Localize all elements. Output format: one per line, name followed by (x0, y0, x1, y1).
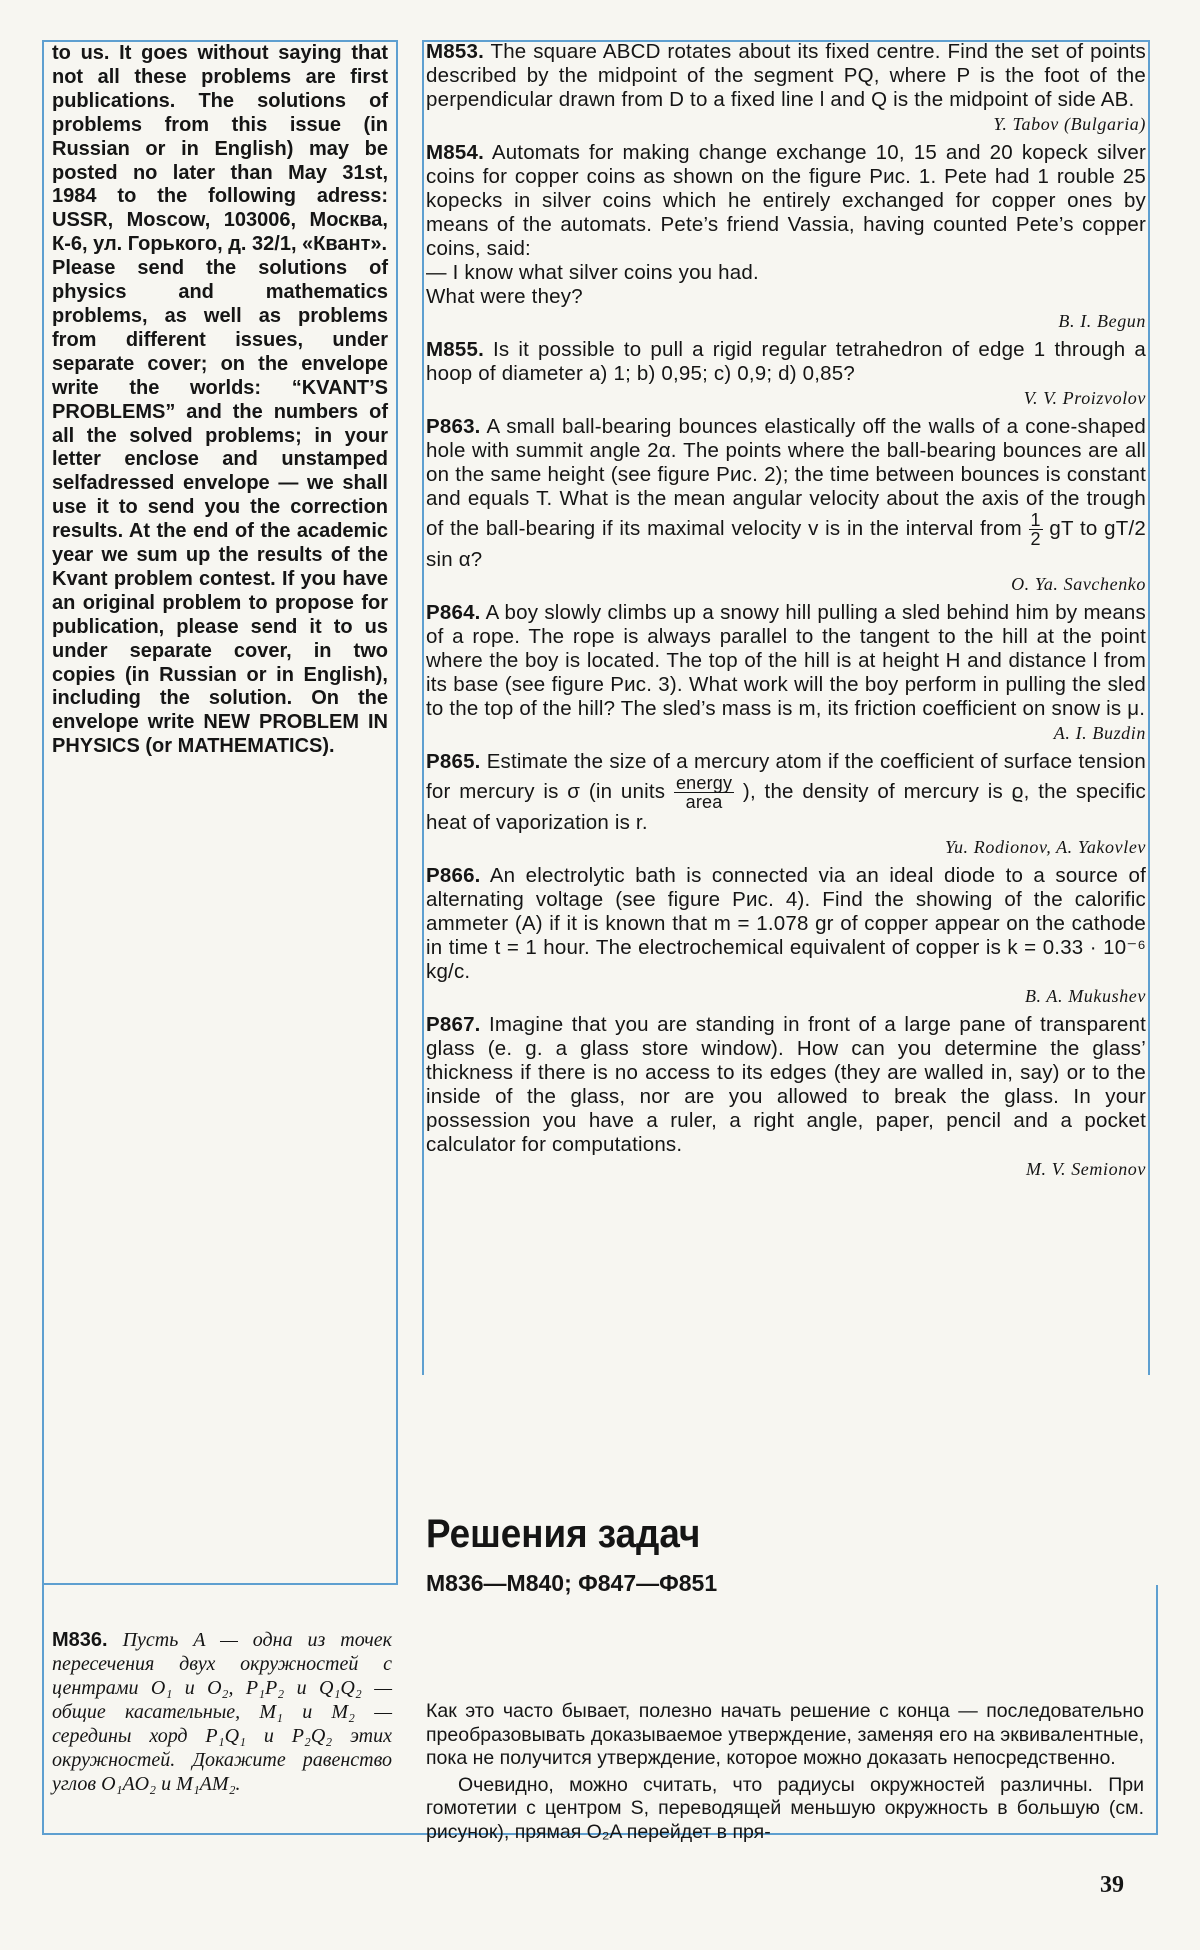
problem-code: M855. (426, 338, 484, 361)
problem-quote: — I know what silver coins you had. (426, 261, 759, 284)
fraction-numerator: energy (675, 773, 733, 793)
problem-author: V. V. Proizvolov (1023, 388, 1146, 408)
fraction-numerator: 1 (1030, 510, 1041, 530)
problem-author: B. I. Begun (1058, 311, 1146, 331)
problem-code: P863. (426, 415, 481, 438)
problem-text: A small ball-bearing bounces elastically off the walls of a cone-shaped hole with summit angle 2α. The points where the ball-bearing bounces are all on the same height (see figure Рис. 2); the time between bounces is constant and equals T. What is the mean angular velocity about the axis of the trough of the ball-bearing if its maximal velocity v is in the interval from (426, 415, 1146, 540)
problem-p864 (426, 601, 1146, 721)
problem-m853 (426, 40, 1146, 112)
problem-text: Automats for making change exchange 10, 15 and 20 kopeck silver coins for copper coins as shown on the figure Рис. 1. Pete had 1 rouble 25 kopecks in silver coins which he entirely exchanged for copper ones by means of the automats. Pete’s friend Vassia, having counted Pete’s copper coins, said: (426, 141, 1146, 260)
problem-p866 (426, 864, 1146, 984)
fraction (674, 774, 734, 811)
problem-author: B. A. Mukushev (1024, 986, 1146, 1006)
fraction-denominator: area (685, 792, 723, 812)
problem-author: Yu. Rodionov, A. Yakovlev (945, 837, 1146, 857)
solution-paragraph: Очевидно, можно считать, что радиусы окружностей различны. При гомотетии с центром S, переводящей меньшую окружность в большую (см. рисунок), прямая O₂A перейдет в пря- (426, 1773, 1144, 1843)
section-subtitle: M836—M840; Ф847—Ф851 (426, 1570, 718, 1596)
problem-text: Estimate the size of a mercury atom if the coefficient of surface tension for mercury is σ (in units (426, 750, 1146, 803)
problem-p865 (426, 750, 1146, 835)
problem-text: A boy slowly climbs up a snowy hill pulling a sled behind him by means of a rope. The rope is always parallel to the tangent to the hill at the point where the boy is located. The top of the hill is at height H and distance l from its base (see figure Рис. 3). What work will the boy perform in pulling the sled to the top of the hill? The sled’s mass is m, its friction coefficient on snow is μ. (426, 601, 1146, 720)
problem-p867 (426, 1013, 1146, 1157)
solution-paragraph: Как это часто бывает, полезно начать решение с конца — последовательно преобразовывать доказываемое утверждение, заменяя его на эквивалентные, пока не получится утверждение, которое можно доказать непосредственно. (426, 1700, 1144, 1769)
problem-code: M836. (52, 1629, 108, 1651)
problem-author: A. I. Buzdin (1053, 723, 1146, 743)
problem-text: Is it possible to pull a rigid regular tetrahedron of edge 1 through a hoop of diameter a) 1; b) 0,95; c) 0,9; d) 0,85? (426, 338, 1146, 385)
problem-code: P866. (426, 864, 481, 887)
problem-question: What were they? (426, 285, 583, 308)
problem-code: P865. (426, 750, 481, 773)
fraction-denominator: 2 (1030, 529, 1041, 549)
problem-text-tail: ), the density of mercury is ϱ, the specific heat of vaporization is r. (426, 779, 1146, 834)
problem-author: M. V. Semionov (1025, 1159, 1146, 1179)
problem-text: An electrolytic bath is connected via an ideal diode to a source of alternating voltage (see figure Рис. 4). Find the showing of the calorific ammeter (A) if it is known that m = 1.078 gr of copper appear on the cathode in time t = 1 hour. The electrochemical equivalent of copper is k = 0.33 · 10⁻⁶ kg/c. (426, 864, 1146, 983)
section-title: Решения задач (426, 1512, 701, 1556)
problem-p863 (426, 415, 1146, 572)
problem-code: P867. (426, 1013, 481, 1036)
sidebar-paragraph: Please send the solutions of physics and mathematics problems, as well as problems from different issues, under separate cover; on the envelope write the worlds: “KVANT’S PROBLEMS” and the numbers of all the solved problems; in your letter enclose and unstamped selfadressed envelope — we shall use it to send you the correction results. At the end of the academic year we sum up the results of the Kvant problem contest. If you have an original problem to propose for publication, please send it to us under separate cover, in two copies (in Russian or in English), including the solution. On the envelope write NEW PROBLEM IN PHYSICS (or MATHEMATICS). (52, 257, 388, 758)
fraction (1029, 511, 1043, 548)
problem-m854 (426, 141, 1146, 309)
problem-author: O. Ya. Savchenko (1011, 574, 1146, 594)
problem-text: Imagine that you are standing in front of a large pane of transparent glass (e. g. a glass store window). How can you determine the glass’ thickness if there is no access to its edges (they are walled in, say) or to the inside of the glass, nor are you allowed to break the glass. In your possession you have a ruler, a right angle, paper, pencil and a pocket calculator for computations. (426, 1013, 1146, 1156)
problem-author: Y. Tabov (Bulgaria) (993, 114, 1146, 134)
problem-code: M854. (426, 141, 484, 164)
problem-text: The square ABCD rotates about its fixed centre. Find the set of points described by the midpoint of the segment PQ, where P is the foot of the perpendicular drawn from D to a fixed line l and Q is the midpoint of side AB. (426, 40, 1146, 111)
problem-text: Пусть A — одна из точек пересечения двух окружностей с центрами O₁ и O₂, P₁P₂ и Q₁Q₂ — общие касательные, M₁ и M₂ — середины хорд P₁Q₁ и P₂Q₂ этих окружностей. Докажите равенство углов O₁AO₂ и M₁AM₂. (52, 1629, 392, 1795)
solution-text (426, 1700, 1144, 1844)
problem-text-tail: gT to gT/2 sin α? (426, 516, 1146, 571)
problem-m855 (426, 338, 1146, 386)
sidebar-notice (52, 42, 388, 759)
problem-code: P864. (426, 601, 481, 624)
page-number: 39 (1100, 1872, 1124, 1898)
problem-list (426, 40, 1146, 1180)
sidebar-paragraph: to us. It goes without saying that not all these problems are first publications. The solutions of problems from this issue (in Russian or in English) may be posted no later than May 31st, 1984 to the following adress: USSR, Moscow, 103006, Москва, К-6, ул. Горького, д. 32/1, «Квант». (52, 42, 388, 256)
problem-m836 (52, 1628, 392, 1796)
problem-code: M853. (426, 40, 484, 63)
